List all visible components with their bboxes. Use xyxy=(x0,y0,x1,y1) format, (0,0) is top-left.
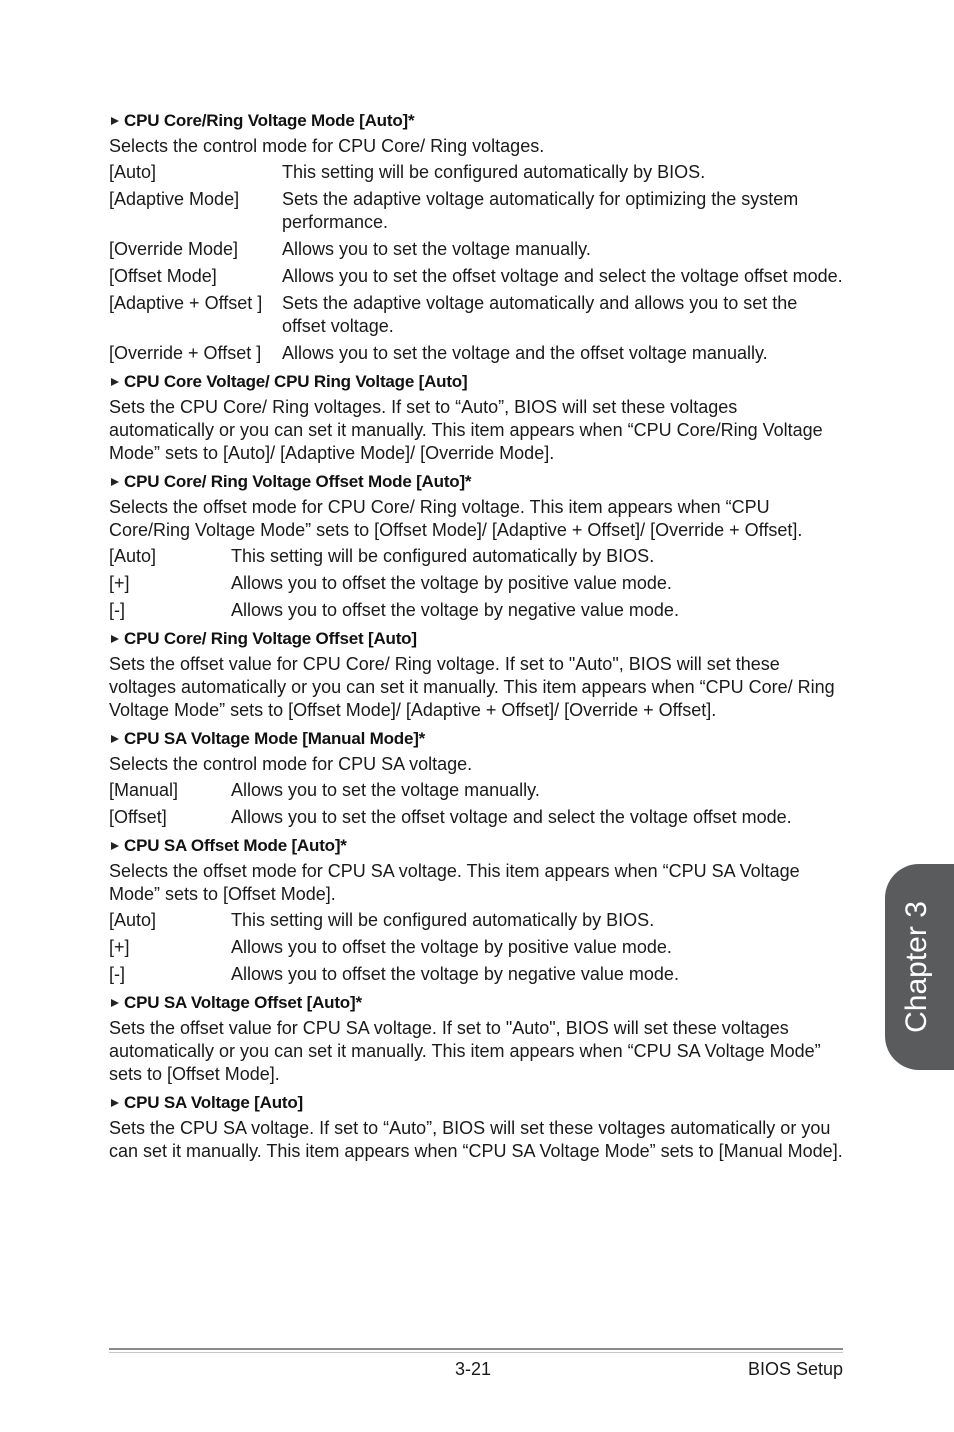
option-key: [Offset Mode] xyxy=(109,266,217,286)
option-key: [Override Mode] xyxy=(109,239,239,259)
setting-section xyxy=(109,471,844,622)
option-row xyxy=(109,599,844,622)
option-value: This setting will be configured automatically by BIOS. xyxy=(282,162,706,182)
option-row xyxy=(109,342,844,365)
document-body xyxy=(109,104,844,1166)
option-key: [Offset] xyxy=(109,807,167,827)
setting-section xyxy=(109,371,844,465)
option-key: [Auto] xyxy=(109,546,157,566)
triangle-bullet-icon xyxy=(111,842,119,850)
setting-heading xyxy=(109,728,844,750)
option-row xyxy=(109,963,844,986)
option-row xyxy=(109,161,844,184)
page-number: 3-21 xyxy=(455,1359,492,1379)
option-value: Allows you to set the voltage manually. xyxy=(231,780,540,800)
setting-description: Sets the CPU SA voltage. If set to “Auto”, BIOS will set these voltages automatically or you can set it manually. This item appears when “CPU SA Voltage Mode” sets to [Manual Mode]. xyxy=(109,1118,843,1161)
option-value: Allows you to offset the voltage by negative value mode. xyxy=(231,964,679,984)
setting-heading xyxy=(109,992,844,1014)
setting-section xyxy=(109,110,844,365)
option-value: Allows you to set the offset voltage and select the voltage offset mode. xyxy=(231,807,792,827)
setting-heading xyxy=(109,471,844,493)
option-row xyxy=(109,806,844,829)
triangle-bullet-icon xyxy=(111,478,119,486)
footer-title: BIOS Setup xyxy=(747,1359,843,1379)
footer-rule xyxy=(109,1348,843,1350)
setting-heading-text: CPU Core/ Ring Voltage Offset [Auto] xyxy=(124,629,417,648)
setting-heading-text: CPU SA Voltage Offset [Auto]* xyxy=(124,993,362,1012)
setting-description: Sets the offset value for CPU Core/ Ring voltage. If set to "Auto", BIOS will set these voltages automatically or you can set it manually. This item appears when “CPU Core/ Ring Voltage Mode” sets to [Offset Mode]/ [Adaptive + Offset]/ [Override + Offset]. xyxy=(109,654,835,720)
option-row xyxy=(109,292,844,338)
option-key: [+] xyxy=(109,937,130,957)
option-key: [Auto] xyxy=(109,162,157,182)
option-row xyxy=(109,265,844,288)
setting-description: Selects the offset mode for CPU Core/ Ring voltage. This item appears when “CPU Core/Ring Voltage Mode” sets to [Offset Mode]/ [Adaptive + Offset]/ [Override + Offset]. xyxy=(109,497,803,540)
option-row xyxy=(109,936,844,959)
footer-rule-thin xyxy=(109,1352,843,1353)
option-key: [-] xyxy=(109,964,125,984)
setting-heading-text: CPU SA Voltage [Auto] xyxy=(124,1093,304,1112)
triangle-bullet-icon xyxy=(111,117,119,125)
option-key: [-] xyxy=(109,600,125,620)
setting-heading xyxy=(109,628,844,650)
triangle-bullet-icon xyxy=(111,378,119,386)
setting-description: Selects the offset mode for CPU SA voltage. This item appears when “CPU SA Voltage Mode” sets to [Offset Mode]. xyxy=(109,861,800,904)
option-key: [Adaptive Mode] xyxy=(109,189,240,209)
setting-heading-text: CPU Core/Ring Voltage Mode [Auto]* xyxy=(124,111,415,130)
option-row xyxy=(109,545,844,568)
setting-section xyxy=(109,728,844,829)
setting-description: Sets the CPU Core/ Ring voltages. If set to “Auto”, BIOS will set these voltages automatically or you can set it manually. This item appears when “CPU Core/Ring Voltage Mode” sets to [Auto]/ [Adaptive Mode]/ [Override Mode]. xyxy=(109,397,823,463)
option-value: Allows you to offset the voltage by positive value mode. xyxy=(231,937,672,957)
option-row xyxy=(109,909,844,932)
setting-section xyxy=(109,628,844,722)
option-value: This setting will be configured automatically by BIOS. xyxy=(231,910,655,930)
chapter-tab xyxy=(885,864,954,1070)
triangle-bullet-icon xyxy=(111,999,119,1007)
setting-description: Selects the control mode for CPU Core/ Ring voltages. xyxy=(109,136,545,156)
option-value: Allows you to offset the voltage by positive value mode. xyxy=(231,573,672,593)
setting-heading-text: CPU SA Offset Mode [Auto]* xyxy=(124,836,347,855)
option-key: [Adaptive + Offset ] xyxy=(109,293,263,313)
option-value: Allows you to set the voltage and the offset voltage manually. xyxy=(282,343,768,363)
option-value: Allows you to set the offset voltage and select the voltage offset mode. xyxy=(282,266,843,286)
setting-heading-text: CPU Core/ Ring Voltage Offset Mode [Auto]* xyxy=(124,472,472,491)
option-row xyxy=(109,572,844,595)
setting-heading xyxy=(109,835,844,857)
setting-section xyxy=(109,835,844,986)
setting-description: Selects the control mode for CPU SA voltage. xyxy=(109,754,473,774)
option-key: [Auto] xyxy=(109,910,157,930)
option-value: Sets the adaptive voltage automatically and allows you to set the offset voltage. xyxy=(282,293,798,336)
setting-heading-text: CPU SA Voltage Mode [Manual Mode]* xyxy=(124,729,426,748)
setting-heading xyxy=(109,371,844,393)
option-key: [Override + Offset ] xyxy=(109,343,262,363)
triangle-bullet-icon xyxy=(111,735,119,743)
triangle-bullet-icon xyxy=(111,1099,119,1107)
setting-heading-text: CPU Core Voltage/ CPU Ring Voltage [Auto] xyxy=(124,372,468,391)
option-row xyxy=(109,238,844,261)
setting-section xyxy=(109,1092,844,1163)
option-row xyxy=(109,779,844,802)
option-key: [Manual] xyxy=(109,780,179,800)
option-key: [+] xyxy=(109,573,130,593)
option-value: Allows you to set the voltage manually. xyxy=(282,239,591,259)
setting-section xyxy=(109,992,844,1086)
chapter-label: Chapter 3 xyxy=(900,901,933,1033)
setting-heading xyxy=(109,1092,844,1114)
option-value: Sets the adaptive voltage automatically for optimizing the system performance. xyxy=(282,189,799,232)
setting-description: Sets the offset value for CPU SA voltage. If set to "Auto", BIOS will set these voltages automatically or you can set it manually. This item appears when “CPU SA Voltage Mode” sets to [Offset Mode]. xyxy=(109,1018,821,1084)
triangle-bullet-icon xyxy=(111,635,119,643)
option-row xyxy=(109,188,844,234)
setting-heading xyxy=(109,110,844,132)
option-value: This setting will be configured automatically by BIOS. xyxy=(231,546,655,566)
option-value: Allows you to offset the voltage by negative value mode. xyxy=(231,600,679,620)
